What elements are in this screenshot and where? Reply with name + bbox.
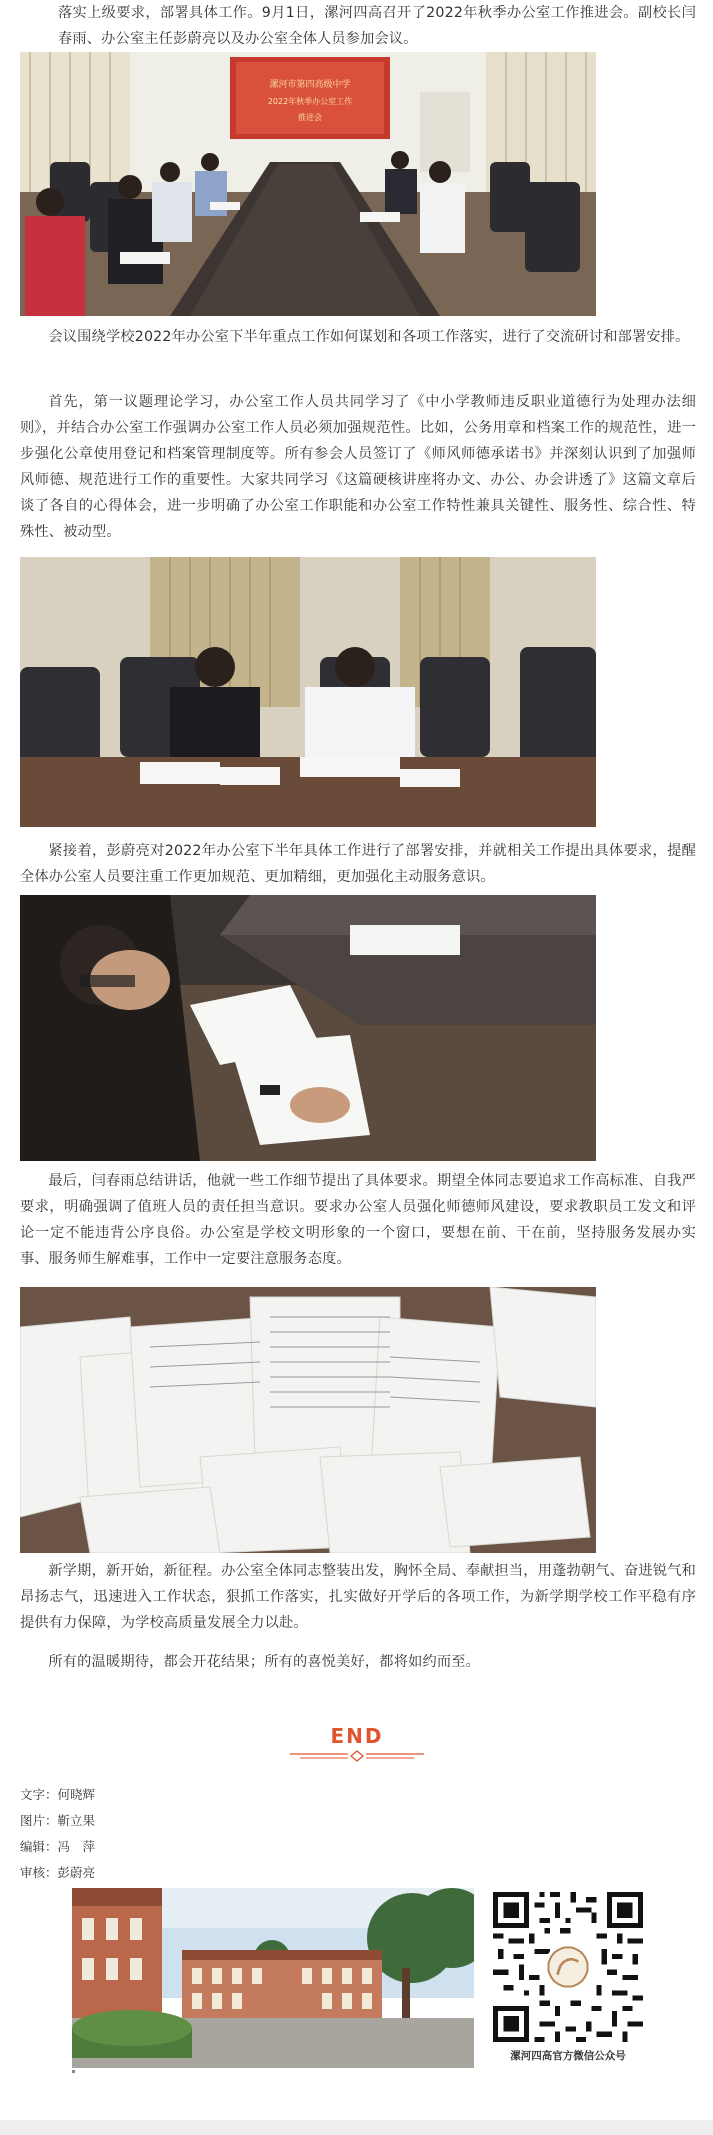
credit-photographer: 图片：靳立果 xyxy=(20,1813,96,1828)
end-label: END xyxy=(330,1724,384,1748)
credit-writer: 文字：何晓辉 xyxy=(20,1787,96,1802)
bottom-bar xyxy=(0,2120,713,2135)
signed-documents-photo xyxy=(20,1287,596,1553)
paragraph-3: 首先，第一议题理论学习，办公室工作人员共同学习了《中小学教师违反职业道德行为处理办法细则》，并结合办公室工作强调办公室工作人员必须加强规范性。比如，公务用章和档案工作的规范性，进一步强化公章使用登记和档案管理制度等。所有参会人员签订了《师风师德承诺书》并深刻认识到了加强师风师德、规范进行工作的重要性。大家共同学习《这篇硬核讲座将办文、办公、办会讲透了》这篇文章后谈了各自的心得体会，进一步明确了办公室工作职能和办公室工作特性兼具关键性、服务性、综合性、特殊性、被动型。 xyxy=(20,394,696,540)
credit-editor: 编辑：冯 萍 xyxy=(20,1839,96,1854)
paragraph-4: 紧接着，彭蔚亮对2022年办公室下半年具体工作进行了部署安排，并就相关工作提出具体要求，提醒全体办公室人员要注重工作更加规范、更加精细，更加强化主动服务意识。 xyxy=(20,843,696,885)
paragraph-2: 会议围绕学校2022年办公室下半年重点工作如何谋划和各项工作落实，进行了交流研讨和部署安排。 xyxy=(48,329,690,345)
campus-photo xyxy=(72,1888,474,2068)
divider-dot xyxy=(72,2070,75,2073)
banner-line-1: 漯河市第四高级中学 xyxy=(269,80,351,90)
banner-line-2: 2022年秋季办公室工作 xyxy=(267,97,353,106)
qr-code-block xyxy=(487,1888,649,2068)
qr-caption: 漯河四高官方微信公众号 xyxy=(510,2050,626,2062)
qr-code-icon xyxy=(493,1892,643,2042)
end-ornament xyxy=(290,1722,424,1768)
paragraph-5: 最后，闫春雨总结讲话，他就一些工作细节提出了具体要求。期望全体同志要追求工作高标准、自我严要求，明确强调了值班人员的责任担当意识。要求办公室人员强化师德师风建设，要求教职员工发文和评论一定不能违背公序良俗。办公室是学校文明形象的一个窗口，要想在前、干在前，坚持服务发展办实事、服务师生解难事，工作中一定要注意服务态度。 xyxy=(20,1173,696,1267)
ornament-lines-icon xyxy=(290,1722,424,1768)
meeting-photo-3 xyxy=(20,895,596,1161)
meeting-photo-1 xyxy=(20,52,596,316)
banner-line-3: 推进会 xyxy=(298,113,322,122)
paragraph-6: 新学期，新开始，新征程。办公室全体同志整装出发，胸怀全局、奉献担当，用蓬勃朝气、奋进锐气和昂扬志气，迅速进入工作状态，狠抓工作落实，扎实做好开学后的各项工作，为新学期学校工作平稳有序提供有力保障，为学校高质量发展全力以赴。 xyxy=(20,1563,696,1631)
meeting-photo-2 xyxy=(20,557,596,827)
paragraph-7: 所有的温暖期待，都会开花结果；所有的喜悦美好，都将如约而至。 xyxy=(48,1654,481,1670)
credit-reviewer: 审核：彭蔚亮 xyxy=(20,1865,96,1880)
paragraph-intro: 落实上级要求，部署具体工作。9月1日，漯河四高召开了2022年秋季办公室工作推进会。副校长闫春雨、办公室主任彭蔚亮以及办公室全体人员参加会议。 xyxy=(58,5,696,47)
